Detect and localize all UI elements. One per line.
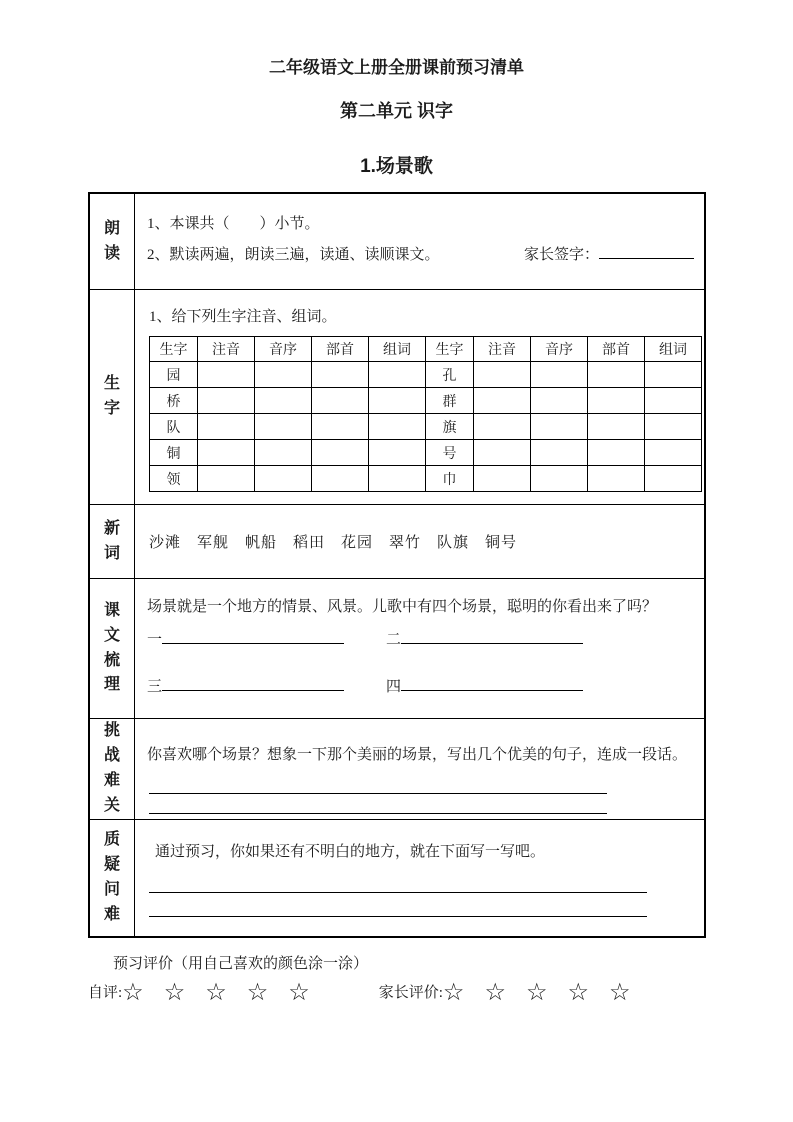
grid-cell [588,466,645,492]
section-label-text: 新词 [103,519,120,562]
section-label-new-words [90,505,135,578]
self-evaluation-label: 自评: [88,984,123,1001]
grid-cell [531,414,588,440]
parent-evaluation [378,979,638,1006]
grid-cell [369,440,426,466]
section-label-text: 生字 [103,375,120,417]
reading-content [135,194,704,289]
grid-cell [645,414,702,440]
grid-cell [198,466,255,492]
questions-content [135,820,704,936]
grid-cell [369,466,426,492]
lesson-title: 1.场景歌 [360,156,433,177]
grid-cell [645,466,702,492]
grid-cell [198,414,255,440]
scene-blank-line-3 [162,676,344,691]
grid-cell [474,466,531,492]
grid-cell [255,440,312,466]
questions-prompt: 通过预习，你如果还有不明白的地方，就在下面写一写吧。 [155,844,546,860]
grid-cell [588,440,645,466]
grid-cell [312,440,369,466]
unit-title: 第二单元 识字 [339,101,453,121]
section-label-questions [90,820,135,936]
evaluation-footer [88,952,708,1006]
grid-header: 注音 [198,337,255,362]
grid-cell [198,362,255,388]
grid-header: 音序 [531,337,588,362]
grid-cell [588,362,645,388]
scene-blank-row-2 [147,675,692,696]
grid-cell [255,466,312,492]
section-label-reading [90,194,135,289]
characters-intro: 1、给下列生字注音、组词。 [149,309,337,325]
text-outline-prompt: 场景就是一个地方的情景、风景。儿歌中有四个场景，聪明的你看出来了吗？ [147,599,658,615]
scene-blank-label-2: 二 [386,632,402,648]
grid-cell [312,388,369,414]
section-label-characters [90,290,135,504]
grid-cell [369,414,426,440]
grid-cell [255,362,312,388]
grid-header: 音序 [255,337,312,362]
evaluation-stars-row [88,979,708,1006]
new-words-content [135,505,704,578]
grid-cell [312,414,369,440]
section-label-text-outline [90,579,135,718]
challenge-writing-lines [147,774,696,814]
grid-cell [645,440,702,466]
section-label-text: 挑战难关 [103,722,120,814]
grid-cell-char: 桥 [150,388,198,414]
scene-blank-line-1 [162,629,344,644]
grid-cell-char: 孔 [426,362,474,388]
section-row-characters [90,290,704,505]
grid-cell-char: 园 [150,362,198,388]
parent-signature-blank [599,244,694,259]
grid-cell [474,388,531,414]
section-label-text: 质疑问难 [103,831,120,923]
grid-cell-char: 领 [150,466,198,492]
worksheet-table [88,192,706,938]
reading-item-1: 1、本课共（ ）小节。 [147,216,320,232]
grid-cell [531,362,588,388]
writing-line [149,774,607,794]
scene-blank-row-1 [147,628,692,649]
writing-line [149,869,647,893]
grid-row [150,414,702,440]
self-evaluation-stars: ☆ ☆ ☆ ☆ ☆ [122,980,317,1006]
grid-cell [255,388,312,414]
characters-grid [149,336,702,492]
writing-line [149,893,647,917]
new-words-list: 沙滩 军舰 帆船 稻田 花园 翠竹 队旗 铜号 [149,535,518,551]
grid-row [150,362,702,388]
grid-cell [198,440,255,466]
scene-blank-label-3: 三 [147,679,163,695]
grid-cell-char: 队 [150,414,198,440]
writing-line [149,794,607,814]
challenge-content [135,719,704,819]
grid-cell [474,440,531,466]
grid-cell-char: 号 [426,440,474,466]
grid-cell [474,414,531,440]
evaluation-title: 预习评价（用自己喜欢的颜色涂一涂） [113,956,369,972]
grid-cell [588,388,645,414]
grid-header: 组词 [645,337,702,362]
grid-cell [255,414,312,440]
parent-evaluation-label: 家长评价: [378,984,443,1001]
grid-cell [531,466,588,492]
grid-cell-char: 群 [426,388,474,414]
grid-header: 生字 [426,337,474,362]
page-title: 二年级语文上册全册课前预习清单 [269,58,524,77]
grid-cell [645,362,702,388]
section-row-reading [90,194,704,290]
section-row-text-outline [90,579,704,719]
challenge-prompt: 你喜欢哪个场景？想象一下那个美丽的场景，写出几个优美的句子，连成一段话。 [147,747,688,763]
characters-content [135,290,704,504]
parent-signature-area [524,240,694,271]
scene-blank-label-1: 一 [147,632,163,648]
grid-cell [474,362,531,388]
grid-cell [369,388,426,414]
grid-header: 部首 [588,337,645,362]
grid-row [150,440,702,466]
scene-blank-line-4 [401,676,583,691]
questions-writing-lines [147,869,696,917]
reading-item-2: 2、默读两遍，朗读三遍，读通、读顺课文。 [147,247,440,263]
parent-evaluation-stars: ☆ ☆ ☆ ☆ ☆ [442,980,638,1006]
grid-cell [645,388,702,414]
grid-header: 部首 [312,337,369,362]
grid-cell-char: 巾 [426,466,474,492]
grid-cell [312,466,369,492]
parent-signature-label: 家长签字： [523,247,599,263]
grid-row [150,466,702,492]
section-row-challenge [90,719,704,820]
grid-cell-char: 旗 [426,414,474,440]
section-row-questions [90,820,704,936]
grid-cell [588,414,645,440]
section-row-new-words [90,505,704,579]
grid-cell-char: 铜 [150,440,198,466]
grid-header: 生字 [150,337,198,362]
grid-cell [369,362,426,388]
section-label-text: 课文梳理 [103,601,120,694]
grid-header-row [150,337,702,362]
reading-item-2-row [147,240,694,271]
grid-cell [198,388,255,414]
grid-header: 注音 [474,337,531,362]
grid-row [150,388,702,414]
grid-cell [531,388,588,414]
text-outline-content [135,579,704,718]
grid-cell [531,440,588,466]
scene-blank-line-2 [401,629,583,644]
section-label-text: 朗读 [103,219,120,262]
self-evaluation [88,979,317,1006]
section-label-challenge [90,719,135,819]
grid-header: 组词 [369,337,426,362]
scene-blank-label-4: 四 [386,679,402,695]
grid-cell [312,362,369,388]
